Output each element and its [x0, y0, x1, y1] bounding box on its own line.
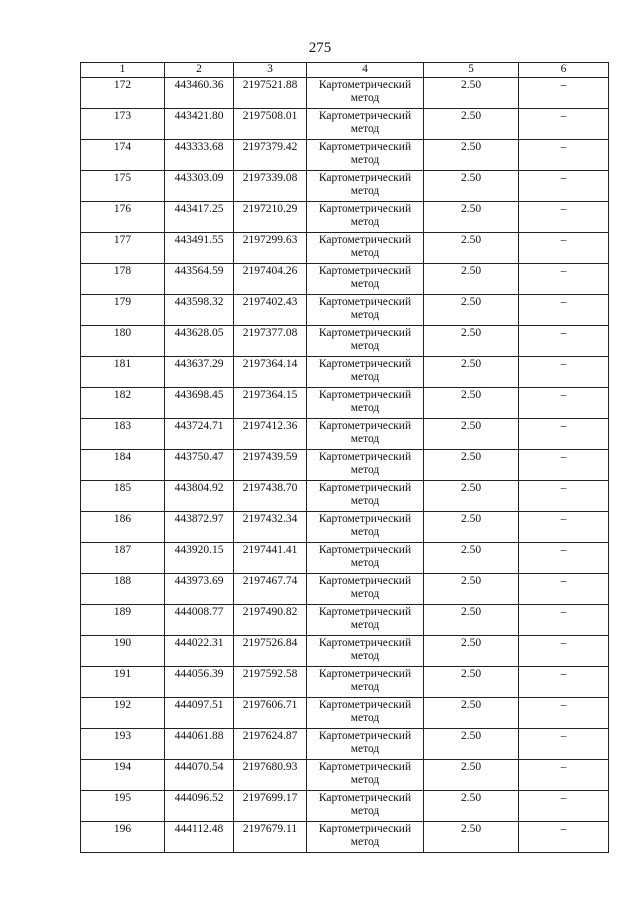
x-coordinate-cell: 443417.25	[165, 202, 234, 233]
x-coordinate-cell: 443637.29	[165, 357, 234, 388]
table-row	[81, 326, 609, 357]
accuracy-cell: 2.50	[424, 419, 519, 450]
y-coordinate-cell: 2197412.36	[234, 419, 307, 450]
table-row	[81, 264, 609, 295]
point-number-cell: 180	[81, 326, 165, 357]
y-coordinate-cell: 2197679.11	[234, 822, 307, 853]
method-cell	[307, 512, 424, 543]
method-text: Картометрический метод	[318, 420, 412, 445]
method-cell	[307, 636, 424, 667]
method-cell	[307, 140, 424, 171]
point-number-cell: 188	[81, 574, 165, 605]
point-number-cell: 175	[81, 171, 165, 202]
method-text: Картометрический метод	[318, 172, 412, 197]
point-number-cell: 185	[81, 481, 165, 512]
table-row	[81, 140, 609, 171]
table-body	[81, 78, 609, 853]
x-coordinate-cell: 443491.55	[165, 233, 234, 264]
point-number-cell: 173	[81, 109, 165, 140]
x-coordinate-cell: 443804.92	[165, 481, 234, 512]
table-row	[81, 791, 609, 822]
note-cell: –	[519, 822, 609, 853]
table-row	[81, 481, 609, 512]
y-coordinate-cell: 2197438.70	[234, 481, 307, 512]
point-number-cell: 195	[81, 791, 165, 822]
note-cell: –	[519, 357, 609, 388]
accuracy-cell: 2.50	[424, 729, 519, 760]
note-cell: –	[519, 388, 609, 419]
x-coordinate-cell: 443598.32	[165, 295, 234, 326]
point-number-cell: 174	[81, 140, 165, 171]
method-text: Картометрический метод	[318, 792, 412, 817]
method-text: Картометрический метод	[318, 203, 412, 228]
point-number-cell: 178	[81, 264, 165, 295]
accuracy-cell: 2.50	[424, 667, 519, 698]
note-cell: –	[519, 667, 609, 698]
y-coordinate-cell: 2197592.58	[234, 667, 307, 698]
y-coordinate-cell: 2197439.59	[234, 450, 307, 481]
method-text: Картометрический метод	[318, 296, 412, 321]
table-row	[81, 171, 609, 202]
x-coordinate-cell: 444056.39	[165, 667, 234, 698]
point-number-cell: 190	[81, 636, 165, 667]
x-coordinate-cell: 443973.69	[165, 574, 234, 605]
method-cell	[307, 729, 424, 760]
table-header	[81, 63, 609, 78]
y-coordinate-cell: 2197606.71	[234, 698, 307, 729]
y-coordinate-cell: 2197521.88	[234, 78, 307, 109]
table-row	[81, 78, 609, 109]
x-coordinate-cell: 444070.54	[165, 760, 234, 791]
accuracy-cell: 2.50	[424, 543, 519, 574]
method-cell	[307, 698, 424, 729]
method-text: Картометрический метод	[318, 327, 412, 352]
note-cell: –	[519, 574, 609, 605]
note-cell: –	[519, 481, 609, 512]
method-text: Картометрический метод	[318, 637, 412, 662]
header-col-4: 4	[307, 63, 424, 78]
note-cell: –	[519, 264, 609, 295]
y-coordinate-cell: 2197680.93	[234, 760, 307, 791]
point-number-cell: 181	[81, 357, 165, 388]
note-cell: –	[519, 450, 609, 481]
method-cell	[307, 574, 424, 605]
x-coordinate-cell: 443724.71	[165, 419, 234, 450]
method-cell	[307, 78, 424, 109]
method-cell	[307, 822, 424, 853]
table-row	[81, 760, 609, 791]
point-number-cell: 194	[81, 760, 165, 791]
method-cell	[307, 295, 424, 326]
accuracy-cell: 2.50	[424, 574, 519, 605]
point-number-cell: 182	[81, 388, 165, 419]
method-text: Картометрический метод	[318, 513, 412, 538]
y-coordinate-cell: 2197432.34	[234, 512, 307, 543]
table-row	[81, 698, 609, 729]
x-coordinate-cell: 443460.36	[165, 78, 234, 109]
accuracy-cell: 2.50	[424, 109, 519, 140]
method-text: Картометрический метод	[318, 699, 412, 724]
x-coordinate-cell: 443872.97	[165, 512, 234, 543]
x-coordinate-cell: 443628.05	[165, 326, 234, 357]
accuracy-cell: 2.50	[424, 357, 519, 388]
accuracy-cell: 2.50	[424, 760, 519, 791]
accuracy-cell: 2.50	[424, 202, 519, 233]
header-col-5: 5	[424, 63, 519, 78]
point-number-cell: 183	[81, 419, 165, 450]
x-coordinate-cell: 444096.52	[165, 791, 234, 822]
point-number-cell: 184	[81, 450, 165, 481]
method-cell	[307, 388, 424, 419]
note-cell: –	[519, 605, 609, 636]
method-cell	[307, 605, 424, 636]
y-coordinate-cell: 2197210.29	[234, 202, 307, 233]
point-number-cell: 196	[81, 822, 165, 853]
table-row	[81, 233, 609, 264]
note-cell: –	[519, 202, 609, 233]
y-coordinate-cell: 2197526.84	[234, 636, 307, 667]
accuracy-cell: 2.50	[424, 388, 519, 419]
point-number-cell: 172	[81, 78, 165, 109]
y-coordinate-cell: 2197404.26	[234, 264, 307, 295]
y-coordinate-cell: 2197299.63	[234, 233, 307, 264]
method-text: Картометрический метод	[318, 668, 412, 693]
method-text: Картометрический метод	[318, 234, 412, 259]
method-text: Картометрический метод	[318, 730, 412, 755]
table-row	[81, 636, 609, 667]
x-coordinate-cell: 443421.80	[165, 109, 234, 140]
header-row	[81, 63, 609, 78]
note-cell: –	[519, 171, 609, 202]
note-cell: –	[519, 78, 609, 109]
accuracy-cell: 2.50	[424, 233, 519, 264]
method-text: Картометрический метод	[318, 761, 412, 786]
method-cell	[307, 543, 424, 574]
coordinates-table	[80, 62, 609, 853]
y-coordinate-cell: 2197624.87	[234, 729, 307, 760]
method-cell	[307, 326, 424, 357]
note-cell: –	[519, 109, 609, 140]
x-coordinate-cell: 443920.15	[165, 543, 234, 574]
accuracy-cell: 2.50	[424, 698, 519, 729]
method-cell	[307, 171, 424, 202]
table-row	[81, 419, 609, 450]
y-coordinate-cell: 2197508.01	[234, 109, 307, 140]
point-number-cell: 176	[81, 202, 165, 233]
note-cell: –	[519, 636, 609, 667]
x-coordinate-cell: 443750.47	[165, 450, 234, 481]
table-row	[81, 357, 609, 388]
note-cell: –	[519, 543, 609, 574]
page-number: 275	[308, 40, 332, 56]
method-text: Картометрический метод	[318, 482, 412, 507]
x-coordinate-cell: 443564.59	[165, 264, 234, 295]
point-number-cell: 187	[81, 543, 165, 574]
y-coordinate-cell: 2197377.08	[234, 326, 307, 357]
method-cell	[307, 450, 424, 481]
y-coordinate-cell: 2197441.41	[234, 543, 307, 574]
method-cell	[307, 264, 424, 295]
y-coordinate-cell: 2197379.42	[234, 140, 307, 171]
x-coordinate-cell: 443698.45	[165, 388, 234, 419]
table-row	[81, 295, 609, 326]
note-cell: –	[519, 512, 609, 543]
method-text: Картометрический метод	[318, 110, 412, 135]
x-coordinate-cell: 444097.51	[165, 698, 234, 729]
y-coordinate-cell: 2197339.08	[234, 171, 307, 202]
table-row	[81, 109, 609, 140]
table-row	[81, 450, 609, 481]
x-coordinate-cell: 443303.09	[165, 171, 234, 202]
accuracy-cell: 2.50	[424, 605, 519, 636]
table-row	[81, 605, 609, 636]
note-cell: –	[519, 233, 609, 264]
y-coordinate-cell: 2197364.15	[234, 388, 307, 419]
note-cell: –	[519, 419, 609, 450]
method-text: Картометрический метод	[318, 575, 412, 600]
note-cell: –	[519, 729, 609, 760]
table-row	[81, 388, 609, 419]
note-cell: –	[519, 760, 609, 791]
method-cell	[307, 791, 424, 822]
x-coordinate-cell: 443333.68	[165, 140, 234, 171]
point-number-cell: 192	[81, 698, 165, 729]
method-cell	[307, 760, 424, 791]
y-coordinate-cell: 2197364.14	[234, 357, 307, 388]
note-cell: –	[519, 326, 609, 357]
accuracy-cell: 2.50	[424, 481, 519, 512]
table-row	[81, 729, 609, 760]
header-col-6: 6	[519, 63, 609, 78]
method-text: Картометрический метод	[318, 79, 412, 104]
header-col-2: 2	[165, 63, 234, 78]
method-cell	[307, 233, 424, 264]
point-number-cell: 186	[81, 512, 165, 543]
y-coordinate-cell: 2197699.17	[234, 791, 307, 822]
method-text: Картометрический метод	[318, 265, 412, 290]
x-coordinate-cell: 444061.88	[165, 729, 234, 760]
point-number-cell: 189	[81, 605, 165, 636]
method-text: Картометрический метод	[318, 606, 412, 631]
method-cell	[307, 357, 424, 388]
method-text: Картометрический метод	[318, 358, 412, 383]
accuracy-cell: 2.50	[424, 636, 519, 667]
accuracy-cell: 2.50	[424, 791, 519, 822]
table-row	[81, 667, 609, 698]
y-coordinate-cell: 2197490.82	[234, 605, 307, 636]
note-cell: –	[519, 140, 609, 171]
method-cell	[307, 667, 424, 698]
method-text: Картометрический метод	[318, 389, 412, 414]
accuracy-cell: 2.50	[424, 822, 519, 853]
accuracy-cell: 2.50	[424, 512, 519, 543]
table-row	[81, 822, 609, 853]
point-number-cell: 177	[81, 233, 165, 264]
x-coordinate-cell: 444022.31	[165, 636, 234, 667]
x-coordinate-cell: 444008.77	[165, 605, 234, 636]
table-row	[81, 574, 609, 605]
method-text: Картометрический метод	[318, 141, 412, 166]
point-number-cell: 193	[81, 729, 165, 760]
accuracy-cell: 2.50	[424, 78, 519, 109]
note-cell: –	[519, 295, 609, 326]
point-number-cell: 179	[81, 295, 165, 326]
accuracy-cell: 2.50	[424, 326, 519, 357]
method-text: Картометрический метод	[318, 544, 412, 569]
point-number-cell: 191	[81, 667, 165, 698]
y-coordinate-cell: 2197467.74	[234, 574, 307, 605]
accuracy-cell: 2.50	[424, 450, 519, 481]
table-row	[81, 512, 609, 543]
header-col-3: 3	[234, 63, 307, 78]
note-cell: –	[519, 791, 609, 822]
method-text: Картометрический метод	[318, 823, 412, 848]
method-cell	[307, 481, 424, 512]
accuracy-cell: 2.50	[424, 140, 519, 171]
y-coordinate-cell: 2197402.43	[234, 295, 307, 326]
method-cell	[307, 202, 424, 233]
header-col-1: 1	[81, 63, 165, 78]
table-row	[81, 202, 609, 233]
accuracy-cell: 2.50	[424, 264, 519, 295]
method-text: Картометрический метод	[318, 451, 412, 476]
method-cell	[307, 109, 424, 140]
table-row	[81, 543, 609, 574]
x-coordinate-cell: 444112.48	[165, 822, 234, 853]
method-cell	[307, 419, 424, 450]
accuracy-cell: 2.50	[424, 171, 519, 202]
note-cell: –	[519, 698, 609, 729]
accuracy-cell: 2.50	[424, 295, 519, 326]
